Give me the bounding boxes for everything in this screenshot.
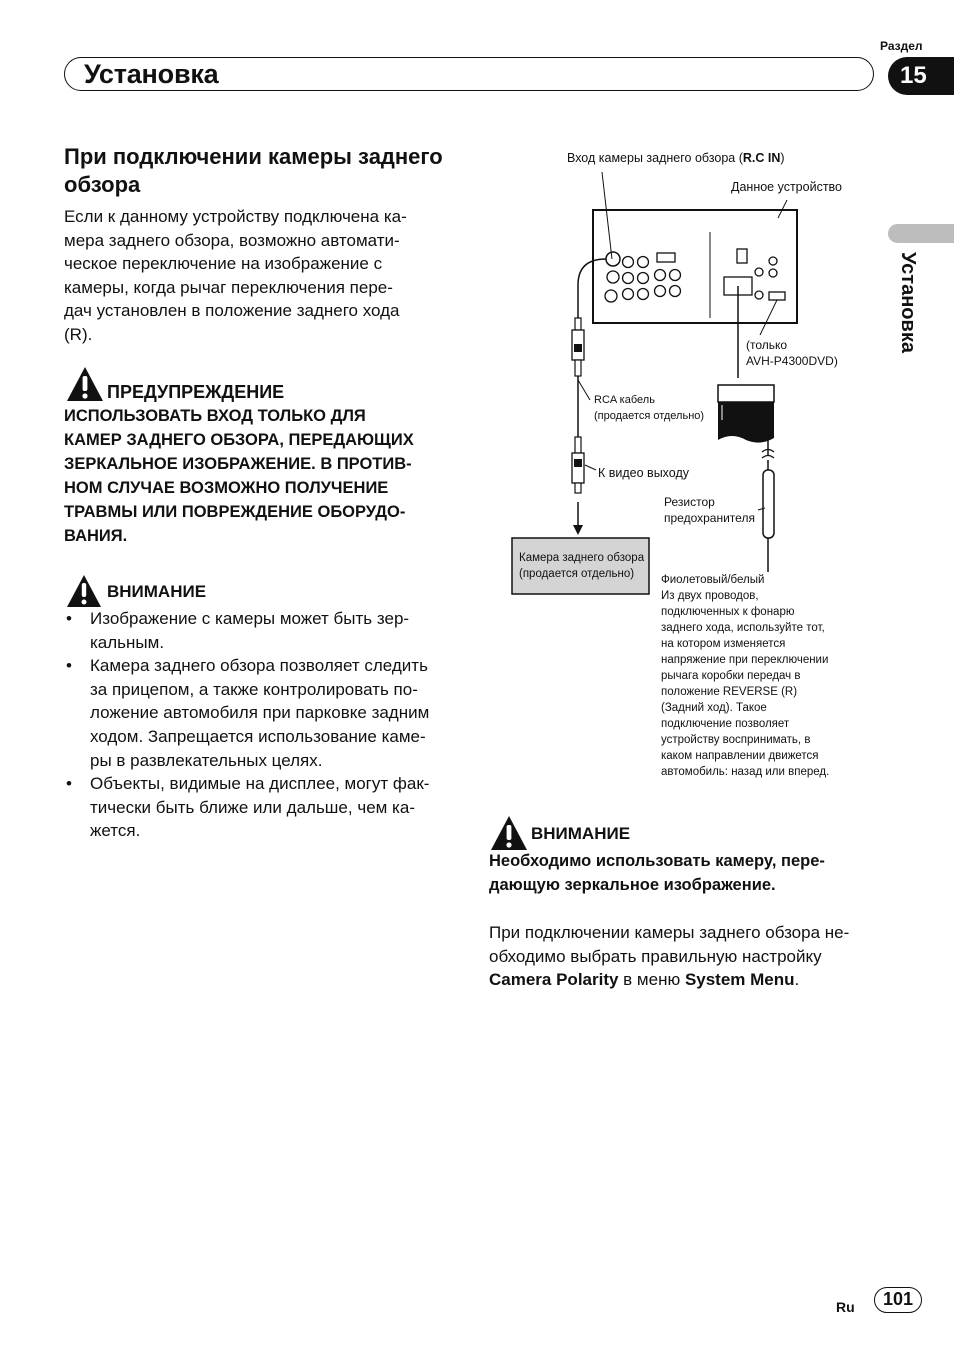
side-tab-marker [888,224,954,243]
warning-line: ВАНИЯ. [64,527,128,545]
list-item [64,607,464,654]
intro-line: мера заднего обзора, возможно автомати- [64,230,400,250]
list-item-line: • Камера заднего обзора позволяет следить [90,656,428,676]
intro-line: камеры, когда рычаг переключения пере- [64,277,393,297]
wire-note-line: устройству воспринимать, в [661,734,811,746]
list-item-line: • Изображение с камеры может быть зер- [90,609,410,628]
wire-note-line: (Задний ход). Такое [661,702,767,714]
page-number: 101 [874,1287,922,1313]
warning-text [64,404,464,548]
list-item-line: тически быть ближе или дальше, чем ка- [90,797,415,817]
list-item-line: за прицепом, а также контролировать по- [90,679,418,699]
unit-rear-panel [593,210,797,323]
section-number-badge: 15 [888,57,954,95]
caution-heading: ВНИМАНИЕ [107,582,207,601]
resistor-label [664,494,755,526]
polarity-line [489,968,884,992]
page-title: Установка [84,59,219,89]
list-item [64,654,464,772]
caution-heading-right: ВНИМАНИЕ [531,824,631,843]
camera-label-line: (продается отдельно) [519,568,635,580]
wire-note-line: рычага коробки передач в [661,670,801,682]
warning-line: ТРАВМЫ ИЛИ ПОВРЕЖДЕНИЕ ОБОРУДО- [64,503,406,521]
wire-note-line: подключение позволяет [661,718,790,730]
wire-note-line: положение REVERSE (R) [661,686,798,698]
wire-note [661,572,829,780]
warning-line: НОМ СЛУЧАЕ ВОЗМОЖНО ПОЛУЧЕНИЕ [64,479,389,497]
list-item-line: жется. [90,821,141,841]
polarity-line: При подключении камеры заднего обзора не- [489,923,850,942]
list-item-line: кальным. [90,632,165,652]
wire-note-line: каком направлении движется [661,750,819,762]
side-tab-label: Установка [897,252,919,353]
polarity-paragraph [489,921,884,992]
language-code: Ru [836,1299,855,1315]
caution-line: Необходимо использовать камеру, пере- [489,852,825,870]
wire-note-line: Фиолетовый/белый [661,574,765,586]
polarity-middle-text: в меню [618,970,685,990]
list-item [64,772,464,843]
rc-in-label: Вход камеры заднего обзора (R.C IN) [567,151,785,165]
warning-line: КАМЕР ЗАДНЕГО ОБЗОРА, ПЕРЕДАЮЩИХ [64,431,414,449]
polarity-end: . [794,970,800,990]
section-heading: При подключении камеры заднего обзора [64,144,443,197]
wire-note-line: заднего хода, используйте тот, [661,622,825,634]
warning-heading: ПРЕДУПРЕЖДЕНИЕ [107,382,285,402]
caution-list [64,607,464,843]
intro-line: ческое переключение на изображение с [64,254,383,274]
model-note [746,337,838,369]
polarity-line: обходимо выбрать правильную настройку [489,946,822,966]
list-item-line: ходом. Запрещается использование каме- [90,726,426,746]
caution-line: дающую зеркальное изображение. [489,876,776,894]
setting-name: Camera Polarity [489,970,619,990]
rca-cable-label [594,392,704,424]
intro-line: (R). [64,324,93,344]
intro-line: Если к данному устройству подключена ка- [64,207,407,226]
list-item-line: ложение автомобиля при парковке задним [90,703,430,723]
warning-line: ИСПОЛЬЗОВАТЬ ВХОД ТОЛЬКО ДЛЯ [64,407,366,425]
list-item-line: • Объекты, видимые на дисплее, могут фак- [90,774,430,794]
rca-cable-line: RCA кабель [594,394,655,406]
warning-line: ЗЕРКАЛЬНОЕ ИЗОБРАЖЕНИЕ. В ПРОТИВ- [64,455,412,473]
wire-note-line: на котором изменяется [661,638,786,650]
list-item-line: ры в развлекательных целях. [90,750,323,770]
caution-text-right [489,849,879,897]
menu-name: System Menu [684,970,795,990]
resistor-line: предохранителя [664,511,755,525]
warning-icon [66,366,104,407]
camera-label [519,550,644,582]
section-label: Раздел [880,39,923,53]
wire-note-line: подключенных к фонарю [661,606,795,618]
model-note-line: (только [746,338,788,352]
model-note-line: AVH-P4300DVD) [746,354,838,368]
rca-cable-line: (продается отдельно) [594,410,705,422]
resistor-line: Резистор [664,495,715,509]
camera-label-line: Камера заднего обзора [519,552,645,564]
intro-line: дач установлен в положение заднего хода [64,301,400,321]
wire-note-line: автомобиль: назад или вперед. [661,766,830,778]
wire-note-line: напряжение при переключении [661,654,829,666]
intro-paragraph [64,205,454,347]
unit-label: Данное устройство [731,180,842,194]
wire-note-line: Из двух проводов, [661,590,759,602]
video-out-label: К видео выходу [598,466,690,480]
fuse-resistor [763,470,774,538]
